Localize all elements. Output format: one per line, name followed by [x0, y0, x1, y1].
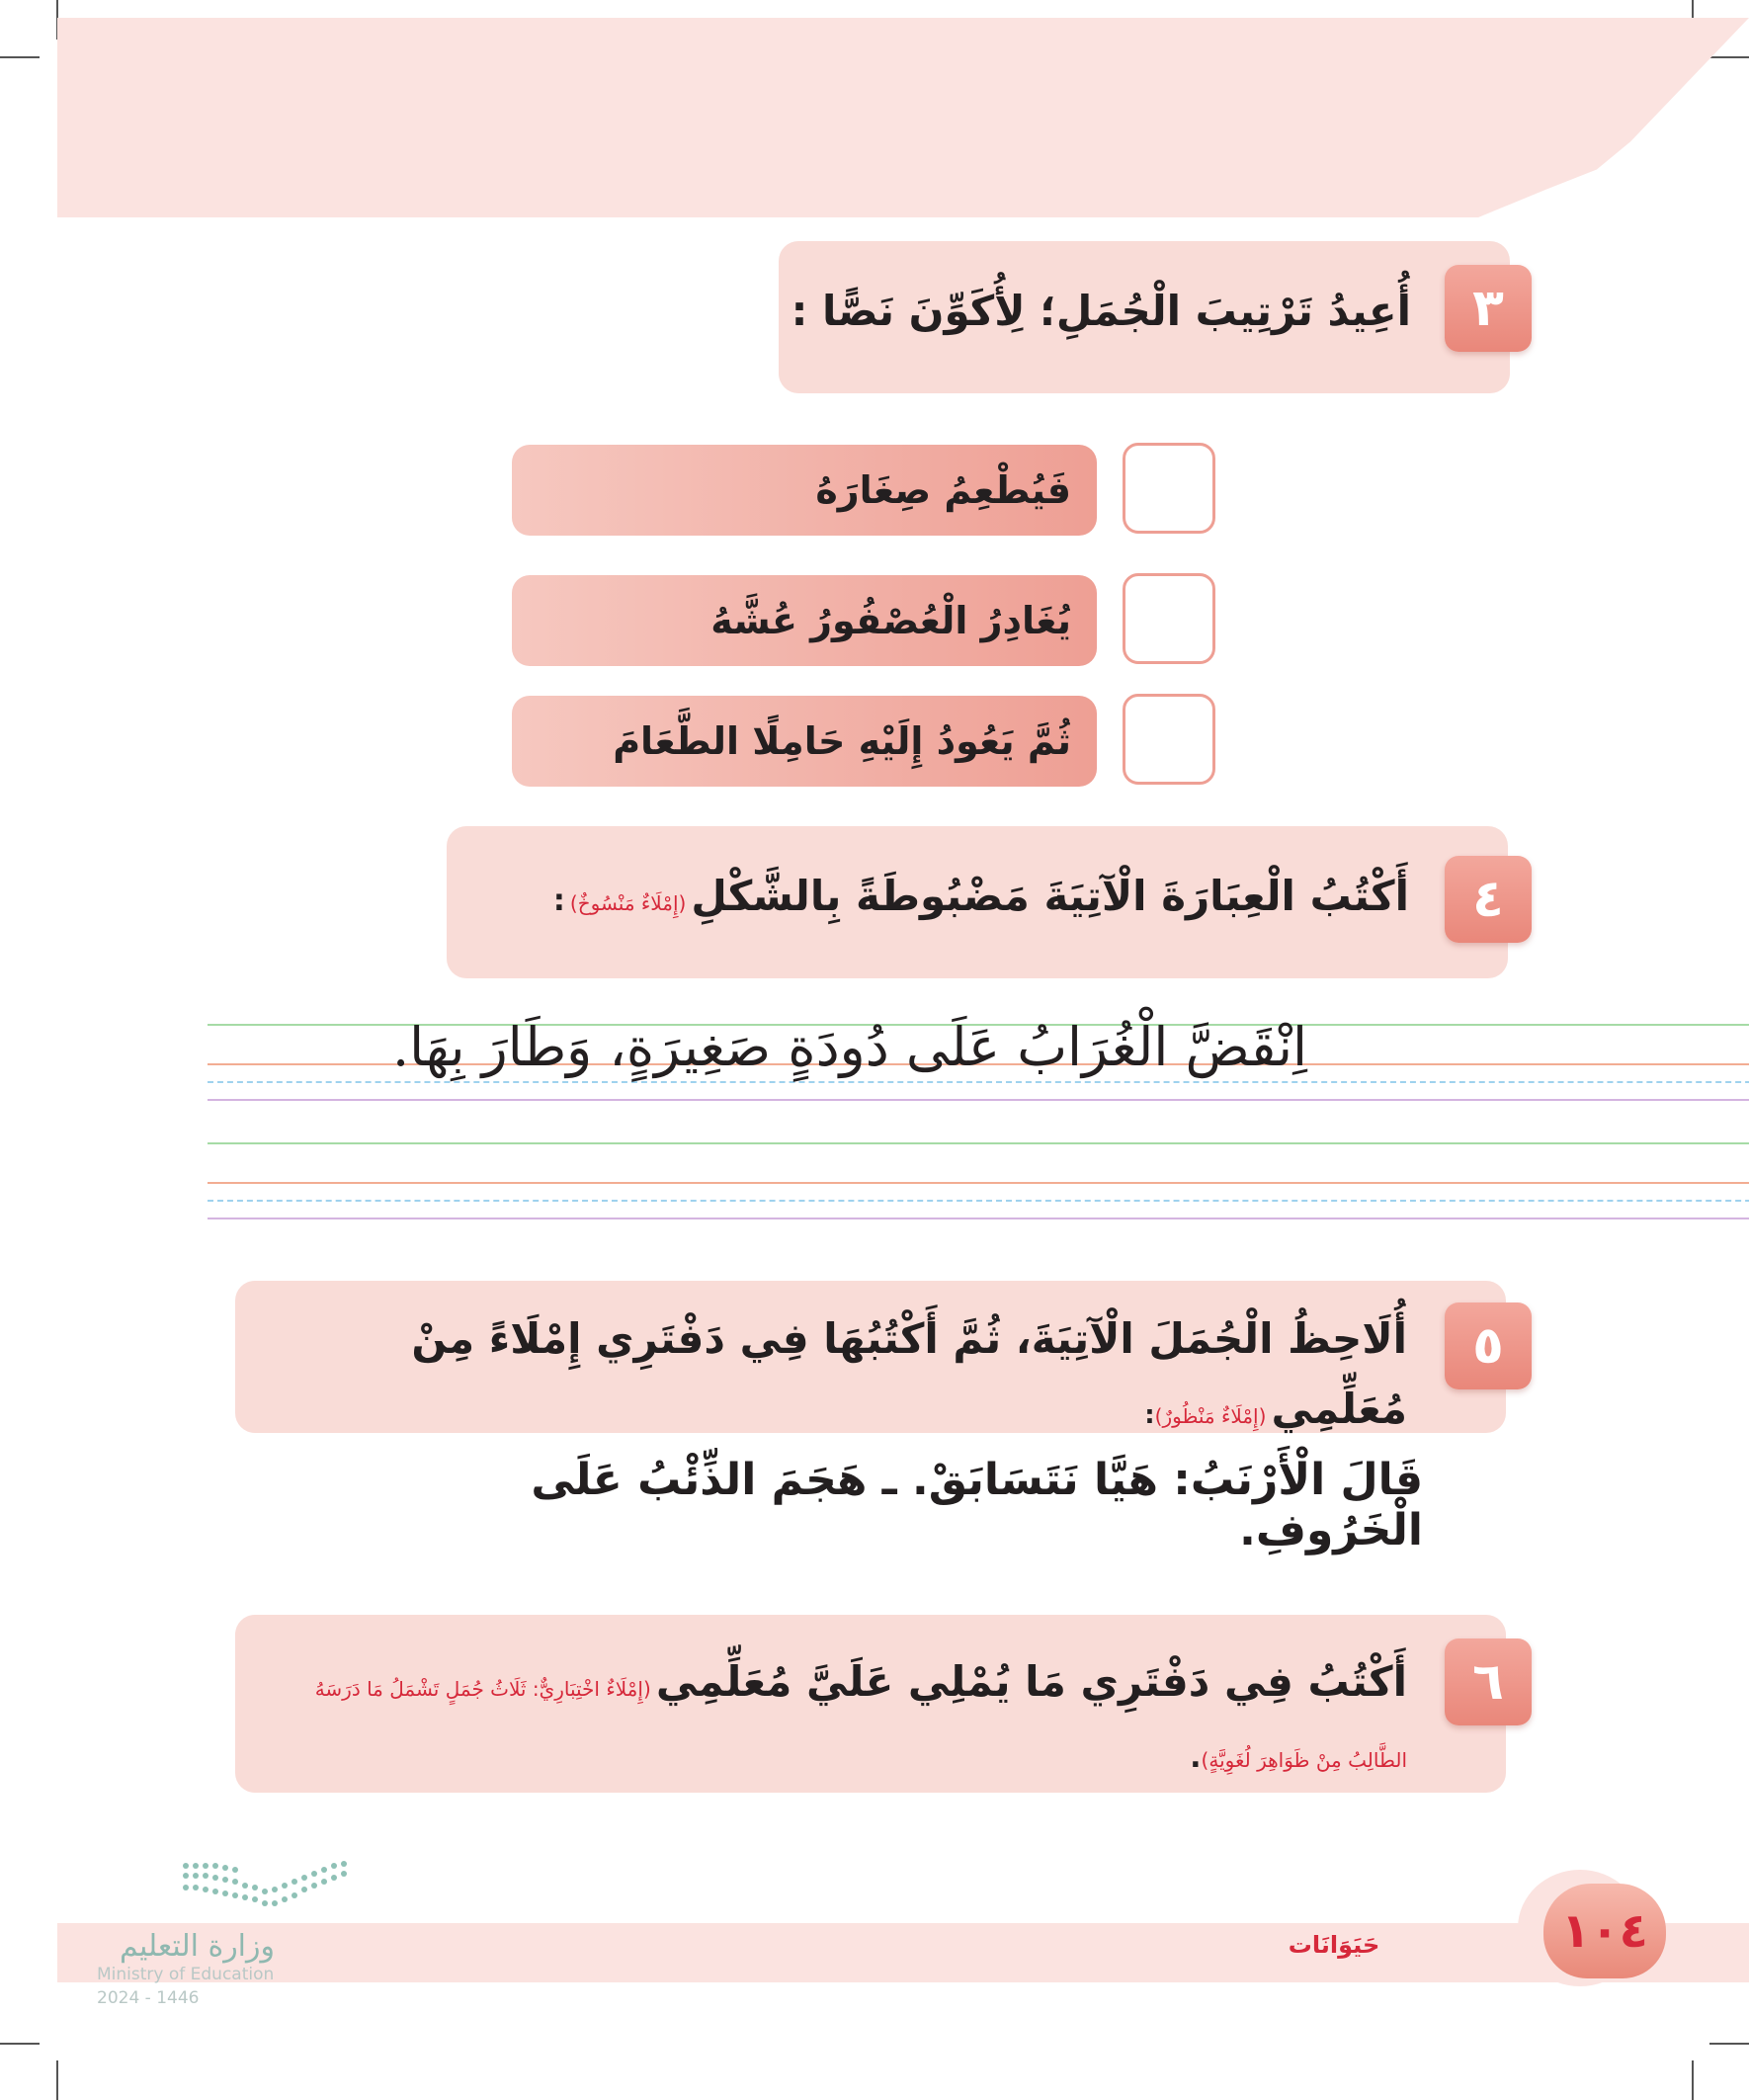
dictation-sentence: قَالَ الْأَرْنَبُ: هَيَّا نَتَسَابَقْ. ـ هَجَمَ الذِّئْبُ عَلَى الْخَرُوفِ. — [531, 1455, 1423, 1555]
order-item-text: فَيُطْعِمُ صِغَارَهُ — [815, 468, 1071, 512]
question-5-title: أُلَاحِظُ الْجُمَلَ الْآتِيَةَ، ثُمَّ أَكْتُبُهَا فِي دَفْتَرِي إِمْلَاءً مِنْ مُعَلِّمِي — [411, 1314, 1407, 1433]
order-item-3 — [512, 696, 1097, 787]
order-item-2 — [512, 575, 1097, 666]
unit-name: حَيَوَانَات — [1288, 1931, 1380, 1959]
question-4-colon: : — [552, 883, 565, 918]
ministry-name-ar: وزارة التعليم — [119, 1929, 275, 1964]
question-6-number: ٦ — [1445, 1638, 1532, 1725]
question-3-header — [779, 241, 1510, 393]
question-5-title-line — [265, 1308, 1407, 1449]
crop-mark — [0, 2043, 40, 2045]
writing-line — [208, 1182, 1749, 1184]
question-6-title-line — [271, 1648, 1407, 1796]
writing-line — [208, 1099, 1749, 1101]
ministry-logo-icon — [180, 1860, 354, 1915]
crop-mark — [56, 2060, 58, 2100]
writing-line — [208, 1200, 1749, 1202]
ministry-name-en: Ministry of Education — [97, 1965, 275, 1984]
question-5-number: ٥ — [1445, 1302, 1532, 1389]
question-6-title: أَكْتُبُ فِي دَفْتَرِي مَا يُمْلِي عَلَيَّ مُعَلِّمِي — [655, 1657, 1407, 1706]
question-4-header — [447, 826, 1508, 978]
question-3-number: ٣ — [1445, 265, 1532, 352]
crop-mark — [1709, 2043, 1749, 2045]
order-answer-box-1[interactable] — [1123, 443, 1215, 534]
writing-line — [208, 1081, 1749, 1083]
question-4-note: (إِمْلَاءٌ مَنْسُوخٌ) — [569, 891, 687, 915]
writing-line — [208, 1218, 1749, 1219]
order-answer-box-2[interactable] — [1123, 573, 1215, 664]
order-item-1 — [512, 445, 1097, 536]
question-6-note: (إِمْلَاءٌ اخْتِبَارِيٌّ: ثَلَاثُ جُمَلٍ تَشْمَلُ مَا دَرَسَهُ الطَّالِبُ مِنْ ظَوَاهِرَ لُغَوِيَّةٍ) — [314, 1677, 1407, 1772]
question-4-title-line — [553, 872, 1409, 920]
question-5-header — [235, 1281, 1506, 1433]
order-item-text: ثُمَّ يَعُودُ إِلَيْهِ حَامِلًا الطَّعَامَ — [613, 719, 1071, 763]
footer-band — [57, 1923, 1749, 1982]
edition-year: 2024 - 1446 — [97, 1988, 200, 2008]
page-number: ١٠٤ — [1543, 1884, 1666, 1978]
question-5-note: (إِمْلَاءٌ مَنْظُورٌ) — [1154, 1404, 1267, 1428]
question-6-colon: . — [1190, 1740, 1202, 1775]
writing-line — [208, 1142, 1749, 1144]
question-3-title: أُعِيدُ تَرْتِيبَ الْجُمَلِ؛ لِأُكَوِّنَ نَصًّا : — [791, 287, 1411, 335]
order-item-text: يُغَادِرُ الْعُصْفُورُ عُشَّهُ — [710, 599, 1071, 642]
question-5-colon: : — [1144, 1400, 1155, 1430]
question-4-number: ٤ — [1445, 856, 1532, 943]
question-4-title: أَكْتُبُ الْعِبَارَةَ الْآتِيَةَ مَضْبُوطَةً بِالشَّكْلِ — [691, 872, 1409, 920]
crop-mark — [0, 56, 40, 58]
question-6-header — [235, 1615, 1506, 1793]
order-answer-box-3[interactable] — [1123, 694, 1215, 785]
model-sentence: اِنْقَضَّ الْغُرَابُ عَلَى دُودَةٍ صَغِيرَةٍ، وَطَارَ بِهَا. — [391, 1016, 1308, 1078]
top-banner — [57, 18, 1749, 217]
crop-mark — [1692, 2060, 1694, 2100]
crop-mark — [1709, 56, 1749, 58]
